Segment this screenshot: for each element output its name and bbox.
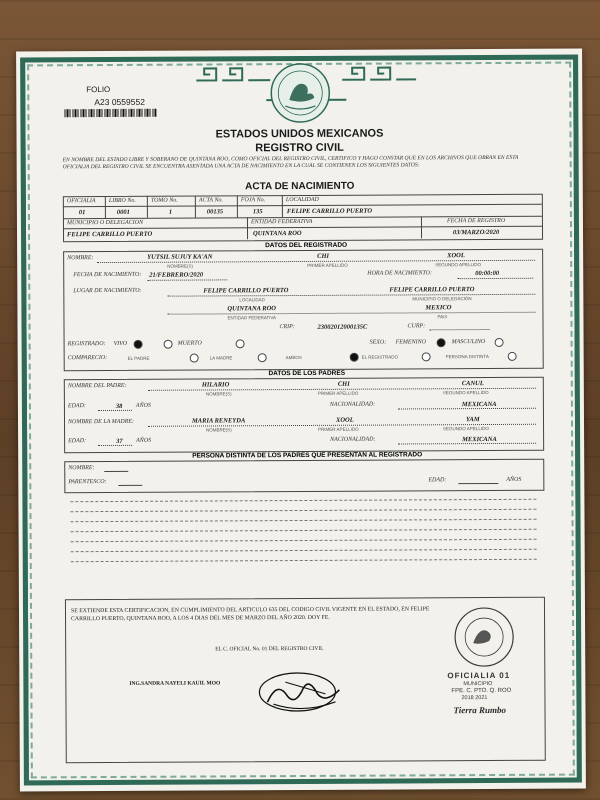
madre-nombres-caption: NOMBRE(S) (206, 427, 232, 433)
persona-box (64, 459, 544, 494)
birth-certificate-sheet (16, 49, 586, 792)
tomo-label: TOMO No. (150, 197, 178, 204)
folio-number: A23 0559552 (94, 96, 145, 108)
registry-title: REGISTRO CIVIL (255, 141, 344, 155)
certification-text: SE EXTIENDE ESTA CERTIFICACION, EN CUMPLIMIENTO DEL ARTICULO 635 DEL CODIGO CIVIL VIGENTE EN EL ESTADO, EN FELIPE CARRILLO PUERTO, QUINTANA ROO, A LOS 4 DIAS DEL MES DE MARZO DEL AÑO 2020. DOY FE. (70, 606, 430, 623)
localidad-caption: LOCALIDAD (239, 297, 265, 303)
madre-anos-label: AÑOS (136, 437, 152, 444)
lugar-entidad: QUINTANA ROO (227, 305, 277, 313)
padre-nacionalidad: MEXICANA (461, 400, 497, 409)
ambos-label: AMBOS (285, 354, 302, 361)
padre-nombres-caption: NOMBRE(S) (205, 391, 232, 397)
preamble: EN NOMBRE DEL ESTADO LIBRE Y SOBERANO DE QUINTANA ROO, COMO OFICIAL DEL REGISTRO CIVIL, CERTIFICO Y HAGO CONSTAR QUE EN LOS ARCHIVOS QUE OBRAN EN ESTA OFICIALIA DEL REGISTRO CIVIL SE ENCUENTRA ASENTADA UNA ACTA DE NACIMIENTO EN LA CUAL SE CONTIENEN LOS SIGUIENTES DATOS: (62, 154, 519, 171)
sexo-label: SEXO: (369, 339, 387, 346)
fecha-nacimiento-value: 21/FEBRERO/2020 (149, 271, 204, 279)
municipio-caption: MUNICIPIO O DELEGACIÓN (412, 296, 472, 302)
padre-primer-caption: PRIMER APELLIDO (317, 390, 359, 396)
padre-nombre: HILARIO (201, 381, 230, 389)
registrado-nombre: YUTSIL SUJUY KA'AN (147, 253, 213, 261)
muerto-label: MUERTO (177, 340, 202, 347)
comparecio-label: COMPARECIO: (67, 355, 108, 362)
acta-label: ACTA No. (198, 197, 223, 204)
municipio-value: FELIPE CARRILLO PUERTO (67, 230, 153, 239)
femenino-label: FEMENINO (395, 339, 426, 346)
hora-nacimiento-label: HORA DE NACIMIENTO: (367, 270, 433, 277)
fecha-registro-value: 03/MARZO/2020 (453, 228, 500, 237)
country-title: ESTADOS UNIDOS MEXICANOS (215, 127, 384, 141)
folio-label: FOLIO (86, 84, 111, 95)
padre-anos-label: AÑOS (135, 402, 151, 409)
persona-nombre-label: NOMBRE: (68, 465, 95, 472)
tierra-rumbo-logo: Tierra Rumbo (453, 704, 506, 716)
official-seal-icon (449, 605, 519, 669)
acta-value: 00135 (206, 208, 224, 216)
libro-label: LIBRO No. (108, 197, 136, 205)
femenino-radio[interactable] (437, 338, 446, 347)
nombre-label: NOMBRE: (67, 255, 94, 262)
la-madre-label: LA MADRE (209, 355, 233, 361)
curp-label: CURP: (407, 323, 426, 330)
persona-anos-label: AÑOS (506, 476, 522, 483)
stamp-oficialia: OFICIALIA 01 (447, 670, 511, 681)
muerto-radio[interactable] (164, 340, 173, 349)
padre-edad: 38 (115, 402, 123, 410)
municipio-label: MUNICIPIO O DELEGACION (66, 219, 143, 227)
crip-label: CRIP: (279, 324, 295, 331)
madre-primer-apellido: XOOL (335, 416, 354, 424)
mexican-coat-of-arms-icon (269, 62, 331, 124)
la-madre-radio[interactable] (258, 353, 267, 362)
fecha-nacimiento-label: FECHA DE NACIMIENTO: (73, 271, 142, 279)
lugar-nacimiento-label: LUGAR DE NACIMIENTO: (73, 287, 142, 295)
registrado-primer-apellido: CHI (317, 252, 330, 260)
padres-section-title: DATOS DE LOS PADRES (268, 369, 346, 378)
oficial-line: EL C. OFICIAL No. 01 DEL REGISTRO CIVIL (215, 645, 324, 653)
registrado-status-label: REGISTRADO: (67, 341, 106, 348)
registrado-segundo-apellido: XOOL (447, 252, 465, 260)
madre-edad-label: EDAD: (68, 438, 87, 445)
hora-nacimiento-value: 00:00:00 (475, 269, 500, 278)
madre-segundo-apellido: YAM (465, 416, 480, 424)
oficial-name: ING.SANDRA NAYELI KAUIL MOO (129, 680, 221, 687)
stamp-period: 2018 2021 (461, 695, 488, 702)
el-registrado-radio[interactable] (422, 352, 431, 361)
persona-distinta-label: PERSONA DISTINTA (445, 354, 489, 360)
madre-segundo-caption: SEGUNDO APELLIDO (443, 426, 489, 432)
oficialia-value: 01 (78, 209, 86, 217)
padre-label: NOMBRE DEL PADRE: (67, 382, 127, 390)
madre-edad: 37 (116, 437, 123, 445)
vivo-label: VIVO (113, 340, 128, 347)
localidad-label: LOCALIDAD (285, 196, 319, 204)
el-padre-label: EL PADRE (127, 355, 150, 361)
localidad-value: FELIPE CARRILLO PUERTO (286, 207, 373, 216)
tomo-value: 1 (168, 208, 173, 216)
madre-label: NOMBRE DE LA MADRE: (67, 418, 135, 426)
lugar-pais: MEXICO (425, 304, 452, 312)
muerto-alt-radio[interactable] (236, 339, 245, 348)
stamp-municipio: MUNICIPIO (463, 681, 493, 688)
segundo-apellido-caption: SEGUNDO APELLIDO (435, 262, 481, 268)
nombres-caption: NOMBRE(S) (167, 263, 193, 269)
padre-segundo-caption: SEGUNDO APELLIDO (442, 390, 489, 396)
oficialia-label: OFICIALIA (66, 198, 96, 205)
act-title: ACTA DE NACIMIENTO (245, 180, 355, 193)
persona-section-title: PERSONA DISTINTA DE LOS PADRES QUE PRESENTAN AL REGISTRADO (192, 451, 423, 460)
stamp-location: FPE. C. PTO. Q. ROO (451, 687, 512, 695)
entidad-caption: ENTIDAD FEDERATIVA (227, 315, 277, 321)
lugar-localidad: FELIPE CARRILLO PUERTO (203, 287, 289, 295)
foja-value: 135 (252, 208, 263, 216)
padre-segundo-apellido: CANUL (461, 380, 484, 388)
parentesco-label: PARENTESCO: (68, 479, 107, 486)
persona-distinta-radio[interactable] (508, 352, 517, 361)
pais-caption: PAIS (437, 314, 448, 320)
madre-nacionalidad: MEXICANA (462, 435, 497, 444)
el-padre-radio[interactable] (190, 354, 199, 363)
padre-nacionalidad-label: NACIONALIDAD: (329, 401, 376, 408)
el-registrado-label: EL REGISTRADO (361, 354, 399, 360)
foja-label: FOJA No. (240, 197, 266, 204)
registrado-section-title: DATOS DEL REGISTRADO (265, 241, 348, 250)
entidad-label: ENTIDAD FEDERATIVA (250, 218, 313, 226)
libro-value: 0001 (116, 208, 130, 216)
persona-edad-label: EDAD: (428, 477, 447, 484)
ambos-radio[interactable] (350, 353, 359, 362)
primer-apellido-caption: PRIMER APELLIDO (307, 262, 348, 268)
padre-primer-apellido: CHI (337, 380, 350, 388)
signature-icon (255, 668, 355, 719)
lugar-municipio: FELIPE CARRILLO PUERTO (389, 286, 475, 294)
madre-primer-caption: PRIMER APELLIDO (318, 426, 359, 432)
crip-value: 23002012000135C (317, 323, 368, 331)
madre-nombre: MARIA RENEYDA (191, 417, 246, 425)
masculino-label: MASCULINO (451, 339, 486, 346)
madre-nacionalidad-label: NACIONALIDAD: (330, 436, 376, 443)
entidad-value: QUINTANA ROO (253, 229, 302, 238)
padre-edad-label: EDAD: (67, 403, 86, 410)
barcode (64, 109, 156, 117)
masculino-radio[interactable] (495, 338, 504, 347)
fecha-registro-label: FECHA DE REGISTRO (446, 217, 506, 225)
vivo-radio[interactable] (134, 340, 143, 349)
